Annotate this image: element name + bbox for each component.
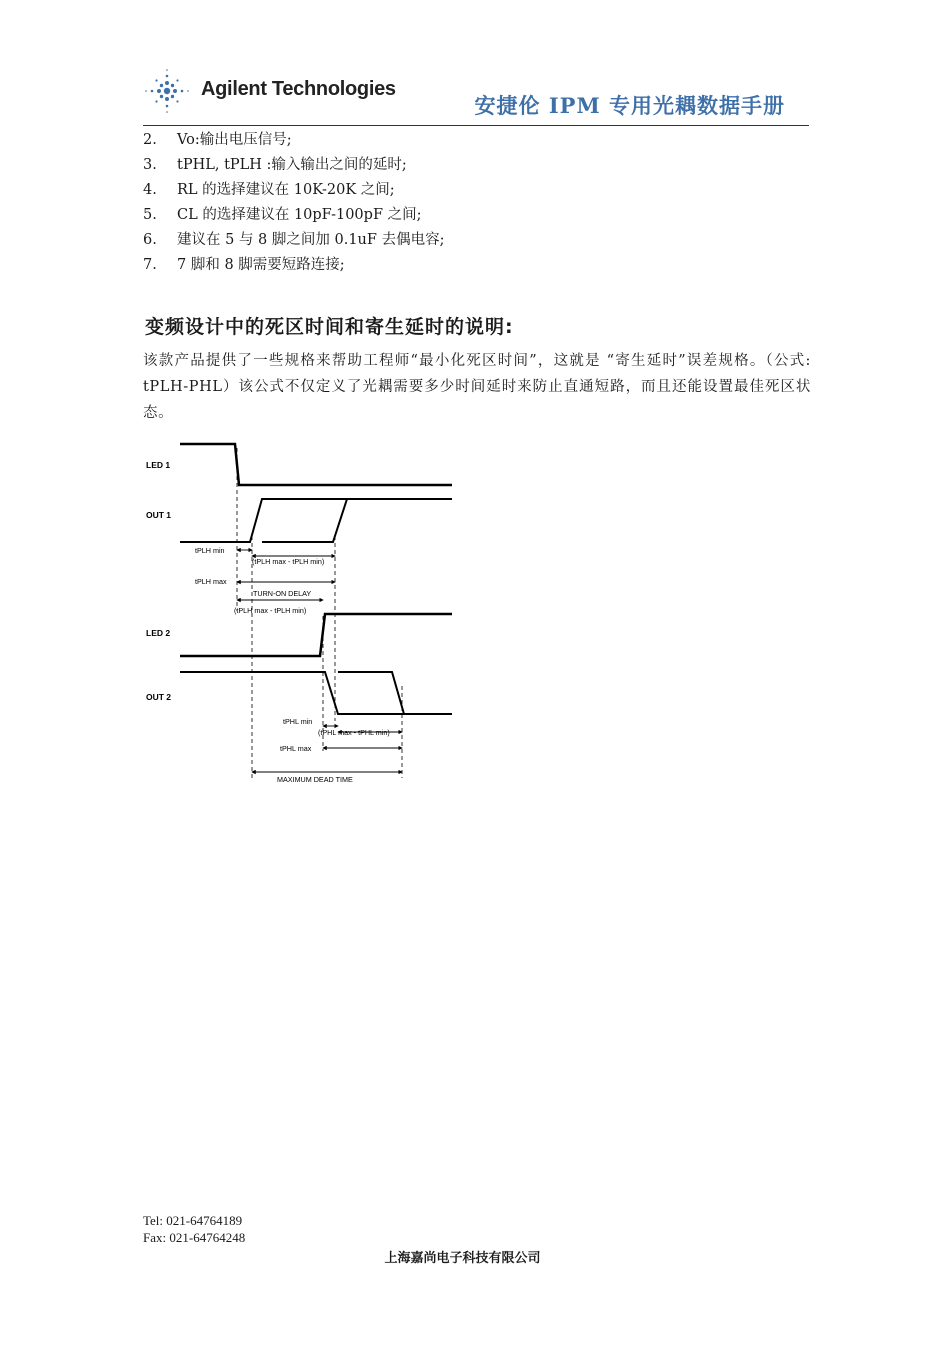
tplh-min-label: tPLH min [195,546,225,555]
item-text: CL 的选择建议在 10pF-100pF 之间; [177,207,422,223]
tphl-max-label: tPHL max [280,744,312,753]
footer-tel: Tel: 021-64764189 [143,1213,243,1228]
turn-on-delay-label: TURN-ON DELAY [253,589,312,598]
list-item [143,253,444,278]
agilent-spark-logo-icon [143,66,191,116]
max-dead-time-label: MAXIMUM DEAD TIME [277,775,353,784]
signal-label-led1: LED 1 [146,460,171,470]
footer-fax: Fax: 021-64764248 [143,1230,246,1245]
led1-waveform [180,444,452,485]
header-divider [143,125,809,126]
signal-label-out1: OUT 1 [146,510,172,520]
brand-name: Agilent Technologies [201,78,396,100]
tphl-spread-label: (tPHL max - tPHL min) [318,728,390,737]
item-text: Vo:输出电压信号; [177,132,292,148]
out1-waveform-min [180,499,452,542]
measurement-arrows [237,550,402,772]
list-item [143,178,444,203]
tplh-spread-label: (tPLH max - tPLH min) [252,557,325,566]
out1-waveform-max [262,499,347,542]
page-header [143,66,809,126]
led2-waveform [180,614,452,656]
out2-waveform-max [338,672,404,714]
timing-diagram [140,436,460,788]
list-item [143,228,444,253]
item-number: 7. [143,257,157,273]
out2-waveform-min [180,672,452,714]
notes-list [143,128,444,278]
item-number: 3. [143,157,157,173]
document-title: 安捷伦 IPM 专用光耦数据手册 [474,93,785,118]
item-number: 5. [143,207,157,223]
signal-label-out2: OUT 2 [146,692,172,702]
item-text: 建议在 5 与 8 脚之间加 0.1uF 去偶电容; [177,232,445,248]
footer-contact [143,1212,245,1246]
item-number: 2. [143,132,157,148]
item-text: RL 的选择建议在 10K-20K 之间; [177,182,395,198]
item-text: 7 脚和 8 脚需要短路连接; [177,257,345,273]
footer-company: 上海嘉尚电子科技有限公司 [384,1251,541,1266]
tphl-min-label: tPHL min [283,717,313,726]
tplh-spread-label-2: (tPLH max - tPLH min) [234,606,307,615]
section-paragraph: 该款产品提供了一些规格来帮助工程师“最小化死区时间”，这就是 “寄生延时”误差规格。（公式: tPLH-PHL）该公式不仅定义了光耦需要多少时间延时来防止直通短路，而且还能设置最佳死区状态。 [143,353,811,421]
item-number: 6. [143,232,157,248]
list-item [143,203,444,228]
item-text: tPHL, tPLH :输入输出之间的延时; [177,157,407,173]
section-heading: 变频设计中的死区时间和寄生延时的说明: [145,316,514,338]
item-number: 4. [143,182,157,198]
signal-label-led2: LED 2 [146,628,171,638]
tplh-max-label: tPLH max [195,577,227,586]
list-item [143,128,444,153]
list-item [143,153,444,178]
